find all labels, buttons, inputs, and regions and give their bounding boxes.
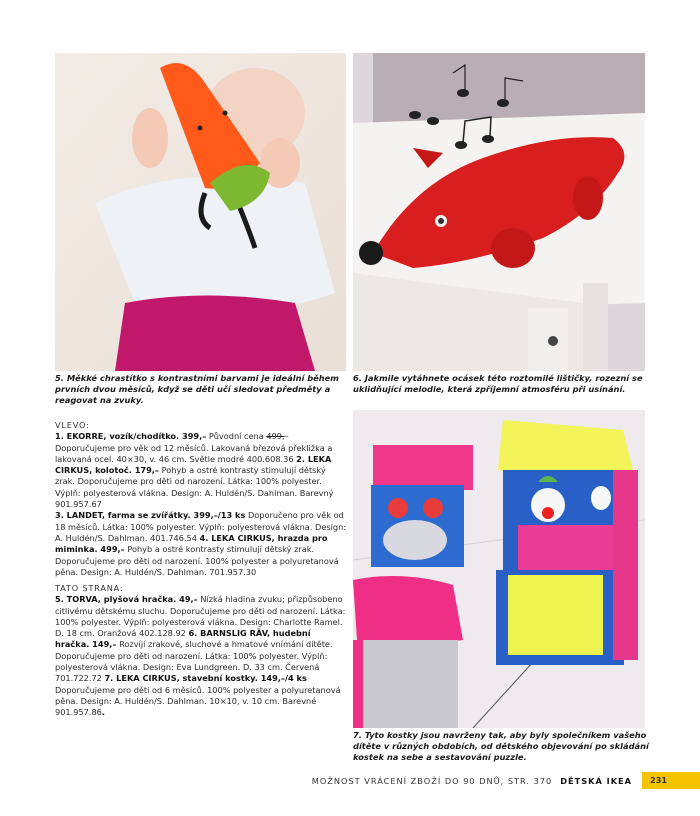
product-title-5: 5. TORVA, plyšová hračka. 49,– [55, 594, 198, 605]
product-list-this-page [55, 583, 347, 719]
photo-soft-cubes [353, 410, 645, 728]
cubes-photo-illustration [353, 410, 645, 728]
photo-baby-carrot-rattle [55, 53, 346, 371]
product-title-1: 1. EKORRE, vozík/chodítko. 399,– [55, 431, 207, 442]
caption-photo-7: 7. Tyto kostky jsou navrženy tak, aby byly společníkem vašeho dítěte v různých obdobích, od dětského objevování po skládání kostek na sebe a sestavování puzzle. [353, 730, 649, 762]
fox-photo-illustration [353, 53, 645, 371]
carrot-photo-illustration [55, 53, 346, 371]
photo-red-fox-plush [353, 53, 645, 371]
section-heading-this-page: TATO STRANA: [55, 583, 124, 593]
return-policy-note: MOŽNOST VRÁCENÍ ZBOŽÍ DO 90 DNŮ, STR. 370 [311, 775, 553, 786]
product-title-6: 6. BARNSLIG RÄV, hudební hračka. 149,– [55, 628, 311, 650]
caption-photo-5: 5. Měkké chrastítko s kontrastními barvami je ideální během prvních dvou měsíců, když se děti učí sledovat předměty a reagovat na zvuky. [55, 373, 339, 405]
product-descriptions-left [55, 431, 347, 578]
product-text-2: Pohyb a ostré kontrasty stimulují dětský zrak. Doporučujeme pro děti od narození. Látka: 100% polyester. Výplň: polyesterová vlákna. Design: A. Huldén/S. Dahlman. Barevný 901.957.67 [55, 465, 334, 510]
product-title-7: 7. LEKA CIRKUS, stavební kostky. 149,–/4 ks [104, 673, 307, 684]
product-text-3: Doporučeno pro věk od 18 měsíců. Látka: 100% polyester. Výplň: polyesterová vlákna. Design: A. Huldén/S. Dahlman. 401.746.54 [55, 510, 347, 543]
page-footer [310, 772, 700, 789]
product-list-left [55, 420, 347, 578]
page-number-badge: 231 [642, 772, 700, 789]
product-descriptions-this-page [55, 594, 347, 718]
product-text-4: Pohyb a ostré kontrasty stimulují dětský zrak. Doporučujeme pro děti od narození. 100% polyester a polyuretanová pěna. Design: A. Huldén/S. Dahlman. 701.957.30 [55, 544, 339, 577]
product-old-price: 499, [266, 431, 285, 442]
product-text-7-tail: . [101, 707, 106, 718]
product-text-5: Nízká hladina zvuku; přizpůsobeno citlivému dětskému sluchu. Doporučujeme pro děti od narození. Látka: 100% polyester. Výplň: polyesterová vlákna. Design: Charlotte Ramel. D. 18 cm. Oranžová 402.128.92 [55, 594, 346, 639]
product-text-1: – Doporučujeme pro věk od 12 měsíců. Lakovaná březová překližka a lakovaná ocel. 40×30, v. 46 cm. Světle modré 400.608.36 [55, 431, 333, 464]
product-text-6: Rozvíjí zrakové, sluchové a hmatové vnímání dítěte. Doporučujeme pro děti od narození. Látka: 100% polyester. Výplň: polyesterová vlákna. Design: Eva Lundgreen. D. 33 cm. Červená 701.722.72 [55, 639, 333, 684]
caption-photo-6: 6. Jakmile vytáhnete ocásek této roztomilé lištičky, rozezní se uklidňující melodie, která zpříjemní atmosféru při usínání. [353, 373, 643, 394]
product-original-price-label: Původní cena [206, 431, 267, 442]
product-title-4: 4. LEKA CIRKUS, hrazda pro miminka. 499,– [55, 532, 328, 555]
product-title-2: 2. LEKA CIRKUS, kolotoč. 179,– [55, 453, 332, 476]
product-text-7: Doporučujeme pro děti od 6 měsíců. 100% polyester a polyuretanová pěna. Design: A. Huldén/S. Dahlman. 10×10, v. 10 cm. Barevné 901.957.86 [55, 684, 341, 718]
product-title-3: 3. LANDET, farma se zvířátky. 399,–/13 ks [55, 510, 246, 521]
section-heading-left: VLEVO: [55, 420, 90, 430]
section-name: DĚTSKÁ IKEA [560, 775, 632, 786]
